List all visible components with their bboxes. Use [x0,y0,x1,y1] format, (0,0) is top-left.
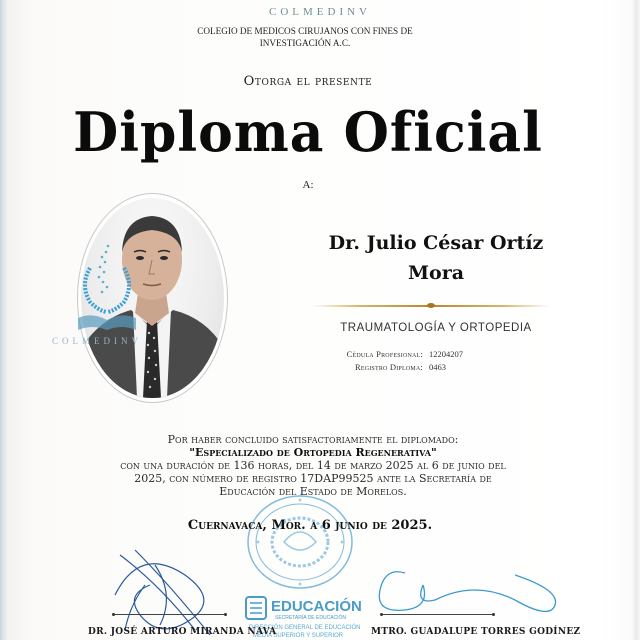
body-line-1: Por haber concluido satisfactoriamente el diplomado: [167,433,459,446]
svg-text:SECRETARÍA DE EDUCACIÓN: SECRETARÍA DE EDUCACIÓN [275,615,347,621]
signer-2-name: MTRO. GUADALUPE TORRES GODÍNEZ [371,627,581,637]
signature-1-icon [100,545,250,640]
intro-text: Otorga el presente [243,74,373,89]
organization-name [170,25,440,49]
divider-ornament-icon [427,303,435,308]
signature-line-2 [381,614,494,615]
cedula-row [320,349,463,359]
cedula-value: 12204207 [429,349,463,359]
recipient-name-line-2: Mora [407,262,465,284]
body-line-4: 2025, con número de registro 17DAP99525 ante la Secretaría de [134,472,492,485]
registro-row [320,362,446,372]
svg-text:EDUCACIÓN: EDUCACIÓN [271,598,362,615]
to-label: A: [302,179,314,191]
body-line-5: Educación del Estado de Morelos. [219,485,407,498]
body-line-3: con una duración de 136 horas, del 14 de marzo 2025 al 6 de junio del [120,459,506,472]
signer-1-name: DR. JOSÉ ARTURO MIRANDA NAVA [88,627,277,637]
cedula-label: Cédula Profesional: [346,349,423,359]
registro-value: 0463 [429,362,446,372]
place-date: Cuernavaca, Mor. a 6 junio de 2025. [187,518,433,533]
svg-text:MEDIA SUPERIOR Y SUPERIOR: MEDIA SUPERIOR Y SUPERIOR [253,633,344,639]
signature-2-icon [375,565,575,625]
recipient-name [296,228,576,288]
organization-line-1: COLEGIO DE MEDICOS CIRUJANOS CON FINES DE [197,26,413,36]
watermark-text: COLMEDINV [52,336,142,346]
state-seal-icon [244,492,356,592]
signature-line-1 [113,614,226,615]
colmedinv-watermark-icon [72,240,142,335]
registro-label: Registro Diploma: [354,362,423,372]
recipient-name-line-1: Dr. Julio César Ortíz [328,232,544,254]
diploma-title: Diploma Oficial [73,100,543,165]
svg-text:DIRECCIÓN GENERAL DE EDUCACIÓN: DIRECCIÓN GENERAL DE EDUCACIÓN [249,625,361,631]
course-name: "Especializado de Ortopedia Regenerativa" [189,446,437,459]
organization-line-2: INVESTIGACIÓN A.C. [259,38,351,48]
brand-name: COLMEDINV [269,6,371,18]
specialty: TRAUMATOLOGÍA Y ORTOPEDIA [340,322,532,334]
